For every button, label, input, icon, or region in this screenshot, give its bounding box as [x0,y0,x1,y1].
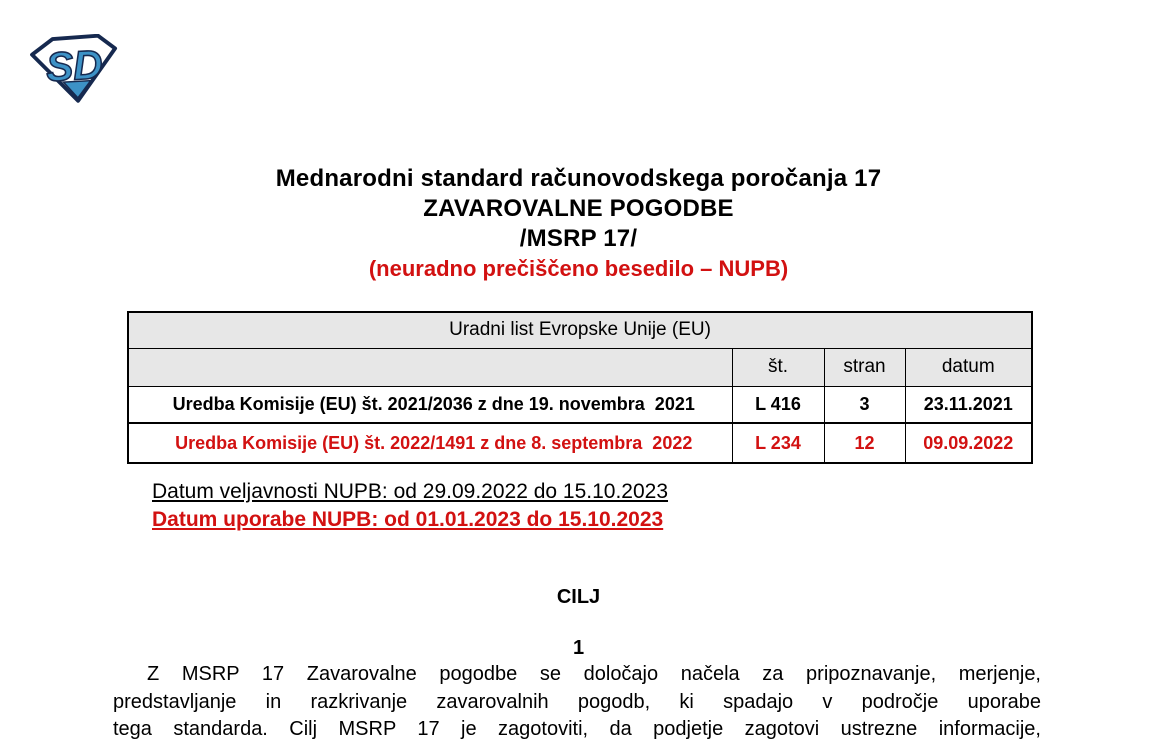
table-row [128,423,1032,463]
sd-logo [28,34,120,104]
eu-official-journal-table [127,311,1033,464]
regulation-name-cell: Uredba Komisije (EU) št. 2021/2036 z dne 19. novembra 2021 [128,386,732,423]
article-paragraph [113,661,1041,744]
svg-text:SD: SD [44,41,104,91]
application-date-line: Datum uporabe NUPB: od 01.01.2023 do 15.10.2023 [152,508,664,531]
paragraph-line: Z MSRP 17 Zavarovalne pogodbe se določajo načela za pripoznavanje, merjenje, [147,663,1041,685]
column-header-empty [128,348,732,386]
issue-number-cell: L 234 [732,423,824,463]
document-title-block [0,164,1157,284]
section-heading-cilj: CILJ [556,586,601,608]
date-cell: 09.09.2022 [905,423,1032,463]
regulation-name-cell: Uredba Komisije (EU) št. 2022/1491 z dne 8. septembra 2022 [128,423,732,463]
table-row [128,386,1032,423]
article-number: 1 [572,637,585,659]
paragraph-line: tega standarda. Cilj MSRP 17 je zagotoviti, da podjetje zagotovi ustrezne informacije, [113,718,1041,740]
page-number-cell: 3 [824,386,905,423]
column-header-datum: datum [905,348,1032,386]
document-title-line-3: /MSRP 17/ [519,225,638,252]
sd-logo-icon [28,34,120,104]
validity-date-line: Datum veljavnosti NUPB: od 29.09.2022 do 15.10.2023 [152,480,669,503]
table-title-cell: Uradni list Evropske Unije (EU) [128,312,1032,348]
issue-number-cell: L 416 [732,386,824,423]
column-header-stran: stran [824,348,905,386]
date-cell: 23.11.2021 [905,386,1032,423]
paragraph-line: predstavljanje in razkrivanje zavarovalnih pogodb, ki spadajo v področje uporabe [113,690,1041,713]
page-number-cell: 12 [824,423,905,463]
validity-block [152,478,668,534]
document-title-line-2: ZAVAROVALNE POGODBE [423,195,734,222]
column-header-st: št. [732,348,824,386]
document-title-line-1: Mednarodni standard računovodskega poročanja 17 [275,165,882,192]
document-subtitle: (neuradno prečiščeno besedilo – NUPB) [368,256,789,281]
